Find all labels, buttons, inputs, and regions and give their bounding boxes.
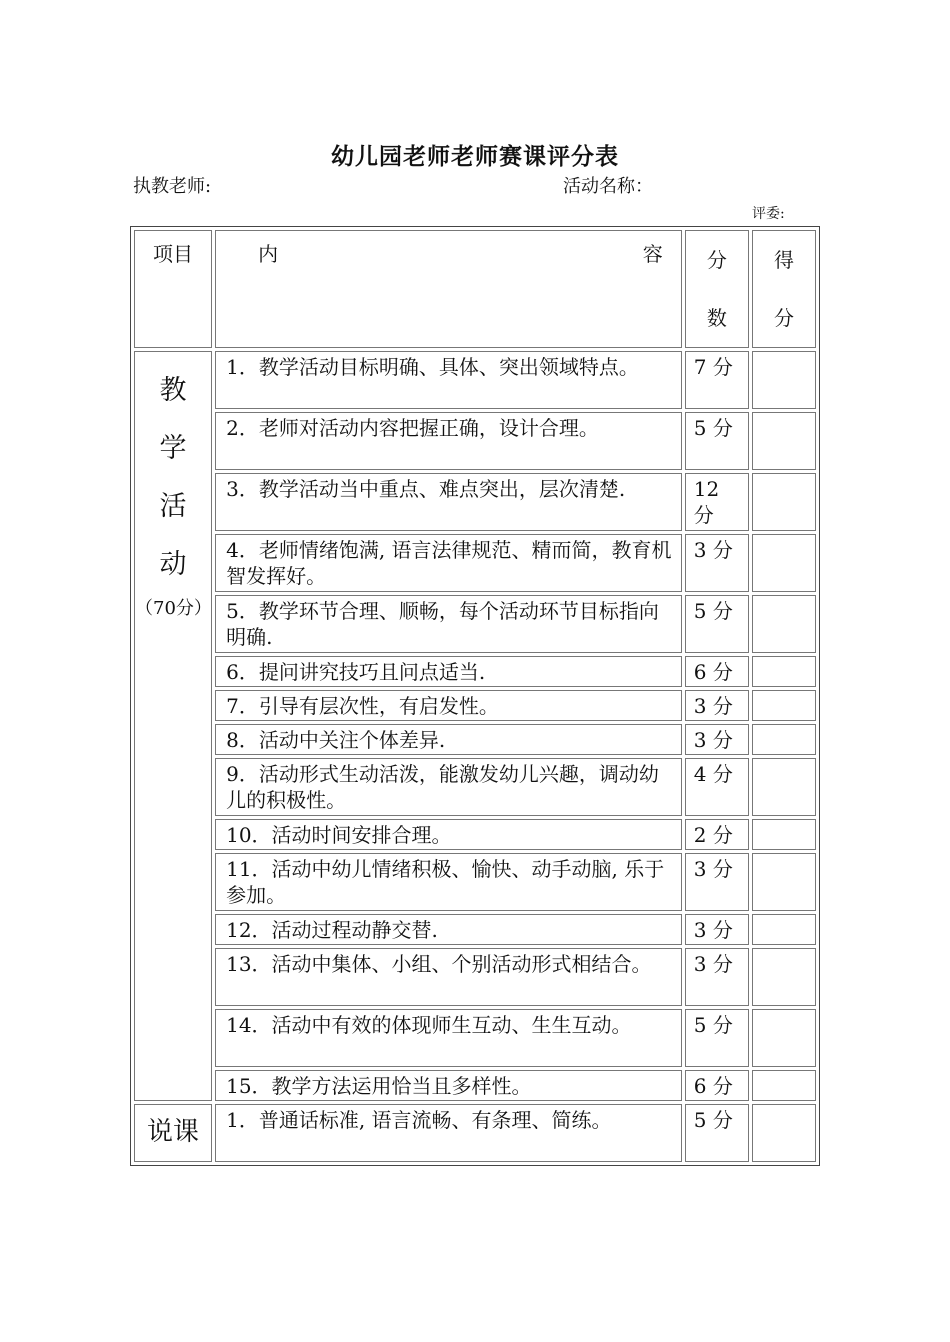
- category-lecture: 说课: [134, 1104, 212, 1162]
- score-entry-cell[interactable]: [752, 351, 816, 409]
- score-entry-cell[interactable]: [752, 819, 816, 850]
- header-content: [215, 230, 682, 348]
- table-row: [134, 758, 816, 816]
- criterion-content: 11．活动中幼儿情绪积极、愉快、动手动脑, 乐于参加。: [215, 853, 682, 911]
- judge-label: 评委:: [752, 206, 785, 222]
- criterion-content: 7．引导有层次性，有启发性。: [215, 690, 682, 721]
- criterion-score: 6 分: [685, 656, 749, 687]
- criterion-content: 10．活动时间安排合理。: [215, 819, 682, 850]
- criterion-score: 12 分: [685, 473, 749, 531]
- score-entry-cell[interactable]: [752, 412, 816, 470]
- header-got: [752, 230, 816, 348]
- criterion-content: 13．活动中集体、小组、个别活动形式相结合。: [215, 948, 682, 1006]
- header-item: 项目: [134, 230, 212, 348]
- criterion-content: 12．活动过程动静交替.: [215, 914, 682, 945]
- score-entry-cell[interactable]: [752, 914, 816, 945]
- table-row: [134, 948, 816, 1006]
- teacher-label: 执教老师:: [133, 176, 212, 197]
- criterion-content: 1．普通话标准, 语言流畅、有条理、简练。: [215, 1104, 682, 1162]
- score-entry-cell[interactable]: [752, 1104, 816, 1162]
- table-row: [134, 724, 816, 755]
- score-entry-cell[interactable]: [752, 853, 816, 911]
- criterion-score: 3 分: [685, 914, 749, 945]
- score-entry-cell[interactable]: [752, 1070, 816, 1101]
- score-entry-cell[interactable]: [752, 595, 816, 653]
- criterion-score: 5 分: [685, 1009, 749, 1067]
- header-got-top: 得: [773, 248, 794, 272]
- table-row: [134, 595, 816, 653]
- table-row: [134, 690, 816, 721]
- criterion-content: 6．提问讲究技巧且问点适当.: [215, 656, 682, 687]
- score-entry-cell[interactable]: [752, 690, 816, 721]
- score-entry-cell[interactable]: [752, 758, 816, 816]
- score-entry-cell[interactable]: [752, 656, 816, 687]
- header-content-left: 内: [258, 242, 279, 266]
- criterion-score: 2 分: [685, 819, 749, 850]
- criterion-score: 4 分: [685, 758, 749, 816]
- criterion-score: 5 分: [685, 595, 749, 653]
- criterion-content: 14．活动中有效的体现师生互动、生生互动。: [215, 1009, 682, 1067]
- criterion-content: 3．教学活动当中重点、难点突出，层次清楚.: [215, 473, 682, 531]
- criterion-content: 15．教学方法运用恰当且多样性。: [215, 1070, 682, 1101]
- table-row: [134, 914, 816, 945]
- criterion-score: 3 分: [685, 948, 749, 1006]
- score-entry-cell[interactable]: [752, 948, 816, 1006]
- category-char: 动: [159, 549, 187, 580]
- header-score-top: 分: [706, 248, 727, 272]
- table-row: [134, 1009, 816, 1067]
- criterion-score: 3 分: [685, 690, 749, 721]
- criterion-score: 7 分: [685, 351, 749, 409]
- category-char: 教: [159, 375, 187, 406]
- score-entry-cell[interactable]: [752, 473, 816, 531]
- table-row: [134, 1070, 816, 1101]
- category-points: （70分）: [135, 598, 212, 619]
- score-table: [130, 226, 820, 1166]
- header-score: [685, 230, 749, 348]
- table-row: [134, 656, 816, 687]
- table-row: [134, 819, 816, 850]
- table-row: [134, 412, 816, 470]
- criterion-content: 1．教学活动目标明确、具体、突出领域特点。: [215, 351, 682, 409]
- criterion-score: 3 分: [685, 724, 749, 755]
- criterion-score: 3 分: [685, 853, 749, 911]
- score-entry-cell[interactable]: [752, 534, 816, 592]
- criterion-content: 9．活动形式生动活泼，能激发幼儿兴趣，调动幼儿的积极性。: [215, 758, 682, 816]
- criterion-score: 3 分: [685, 534, 749, 592]
- criterion-content: 2．老师对活动内容把握正确，设计合理。: [215, 412, 682, 470]
- table-row: [134, 351, 816, 409]
- header-score-bottom: 数: [706, 306, 727, 330]
- category-char: 活: [159, 491, 187, 522]
- criterion-score: 6 分: [685, 1070, 749, 1101]
- criterion-content: 8．活动中关注个体差异.: [215, 724, 682, 755]
- page-title: 幼儿园老师老师赛课评分表: [331, 143, 619, 170]
- category-char: 学: [159, 433, 187, 464]
- table-row: [134, 853, 816, 911]
- table-header-row: [134, 230, 816, 348]
- score-entry-cell[interactable]: [752, 724, 816, 755]
- table-row: [134, 534, 816, 592]
- criterion-content: 4．老师情绪饱满, 语言法律规范、精而简，教育机智发挥好。: [215, 534, 682, 592]
- category-teaching-activity: [134, 351, 212, 1101]
- table-row: [134, 1104, 816, 1162]
- activity-label: 活动名称：: [563, 176, 653, 197]
- criterion-score: 5 分: [685, 412, 749, 470]
- criterion-score: 5 分: [685, 1104, 749, 1162]
- header-got-bottom: 分: [773, 306, 794, 330]
- header-content-right: 容: [642, 242, 663, 266]
- score-entry-cell[interactable]: [752, 1009, 816, 1067]
- table-row: [134, 473, 816, 531]
- criterion-content: 5．教学环节合理、顺畅，每个活动环节目标指向明确.: [215, 595, 682, 653]
